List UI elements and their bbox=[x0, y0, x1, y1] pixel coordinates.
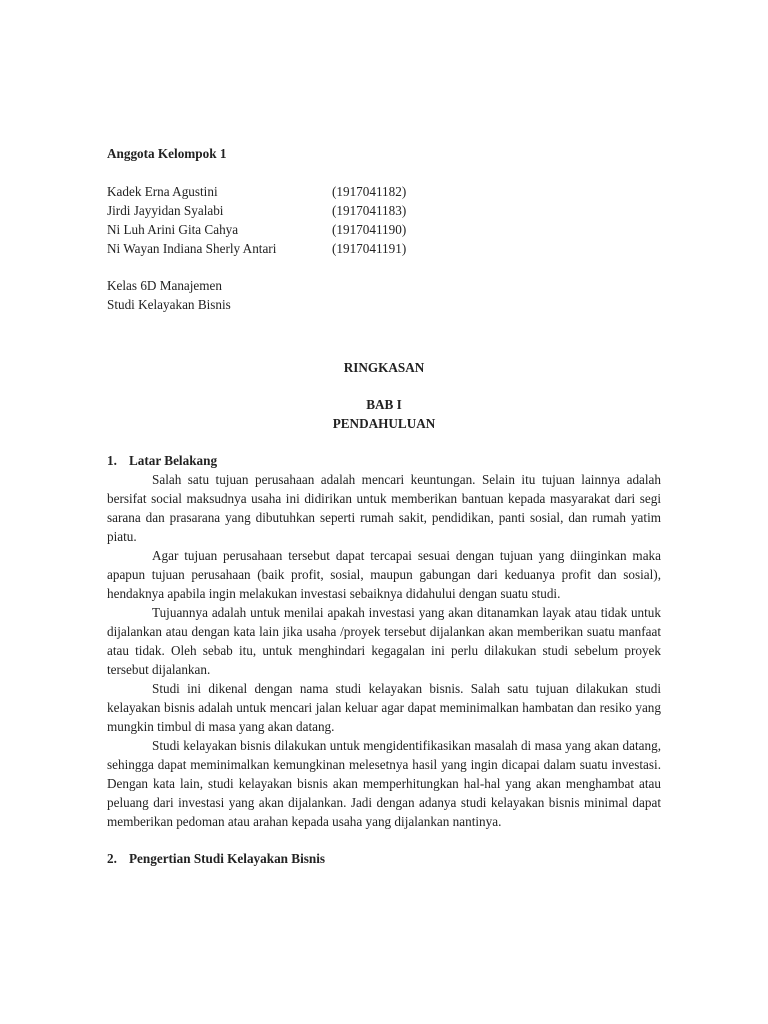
paragraph: Studi ini dikenal dengan nama studi kelayakan bisnis. Salah satu tujuan dilakukan studi kelayakan bisnis adalah untuk mencari jalan keluar agar dapat meminimalkan hambatan dan resiko yang mungkin timbul di masa yang akan datang. bbox=[107, 681, 661, 734]
member-row bbox=[107, 239, 661, 258]
class-name: Kelas 6D Manajemen bbox=[107, 278, 222, 293]
section-number: 1. bbox=[107, 453, 117, 468]
member-nim: (1917041183) bbox=[332, 203, 407, 218]
summary-title: RINGKASAN bbox=[343, 360, 425, 375]
section-heading bbox=[107, 849, 661, 868]
member-nim: (1917041190) bbox=[332, 222, 407, 237]
paragraph: Salah satu tujuan perusahaan adalah mencari keuntungan. Selain itu tujuan lainnya adalah bersifat social maksudnya usaha ini didirikan untuk memberikan bantuan kepada masyarakat dari segi sarana dan prasarana yang dibutuhkan seperti rumah sakit, pendidikan, panti sosial, dan rumah yatim piatu. bbox=[107, 472, 661, 544]
member-name: Ni Wayan Indiana Sherly Antari bbox=[107, 241, 277, 256]
member-nim: (1917041191) bbox=[332, 241, 407, 256]
member-name: Kadek Erna Agustini bbox=[107, 184, 218, 199]
member-row bbox=[107, 201, 661, 220]
paragraph: Tujuannya adalah untuk menilai apakah investasi yang akan ditanamkan layak atau tidak untuk dijalankan atau dengan kata lain jika usaha /proyek tersebut dijalankan akan memberikan suatu manfaat atau tidak. Oleh sebab itu, untuk menghindari kegagalan ini perlu dilakukan studi sebelum proyek tersebut dijalankan. bbox=[107, 605, 661, 677]
chapter-title: PENDAHULUAN bbox=[332, 416, 436, 431]
chapter-heading bbox=[107, 395, 661, 433]
section-body bbox=[107, 470, 661, 831]
member-name: Ni Luh Arini Gita Cahya bbox=[107, 222, 239, 237]
paragraph: Studi kelayakan bisnis dilakukan untuk mengidentifikasikan masalah di masa yang akan datang, sehingga dapat meminimalkan kemungkinan melesetnya hasil yang ingin dicapai dalam suatu investasi. Dengan kata lain, studi kelayakan bisnis akan memperhitungkan hal-hal yang akan menghambat atau peluang dari investasi yang akan dijalankan. Jadi dengan adanya studi kelayakan bisnis minimal dapat memberikan pedoman atau arahan kepada usaha yang dijalankan nantinya. bbox=[107, 738, 661, 829]
section-title: Pengertian Studi Kelayakan Bisnis bbox=[129, 851, 326, 866]
class-info bbox=[107, 276, 661, 314]
section-heading bbox=[107, 451, 661, 470]
section-number: 2. bbox=[107, 851, 117, 866]
paragraph: Agar tujuan perusahaan tersebut dapat tercapai sesuai dengan tujuan yang diinginkan maka apapun tujuan perusahaan (baik profit, sosial, maupun gabungan dari keduanya profit dan sosial), hendaknya apabila ingin melakukan investasi sebaiknya didahului dengan suatu studi. bbox=[107, 548, 661, 601]
document-content bbox=[107, 144, 661, 868]
member-name: Jirdi Jayyidan Syalabi bbox=[107, 203, 224, 218]
member-nim: (1917041182) bbox=[332, 184, 407, 199]
course-name: Studi Kelayakan Bisnis bbox=[107, 297, 231, 312]
member-list bbox=[107, 182, 661, 258]
chapter-number: BAB I bbox=[366, 397, 402, 412]
member-row bbox=[107, 220, 661, 239]
section-title: Latar Belakang bbox=[129, 453, 218, 468]
group-title: Anggota Kelompok 1 bbox=[107, 146, 227, 161]
member-row bbox=[107, 182, 661, 201]
